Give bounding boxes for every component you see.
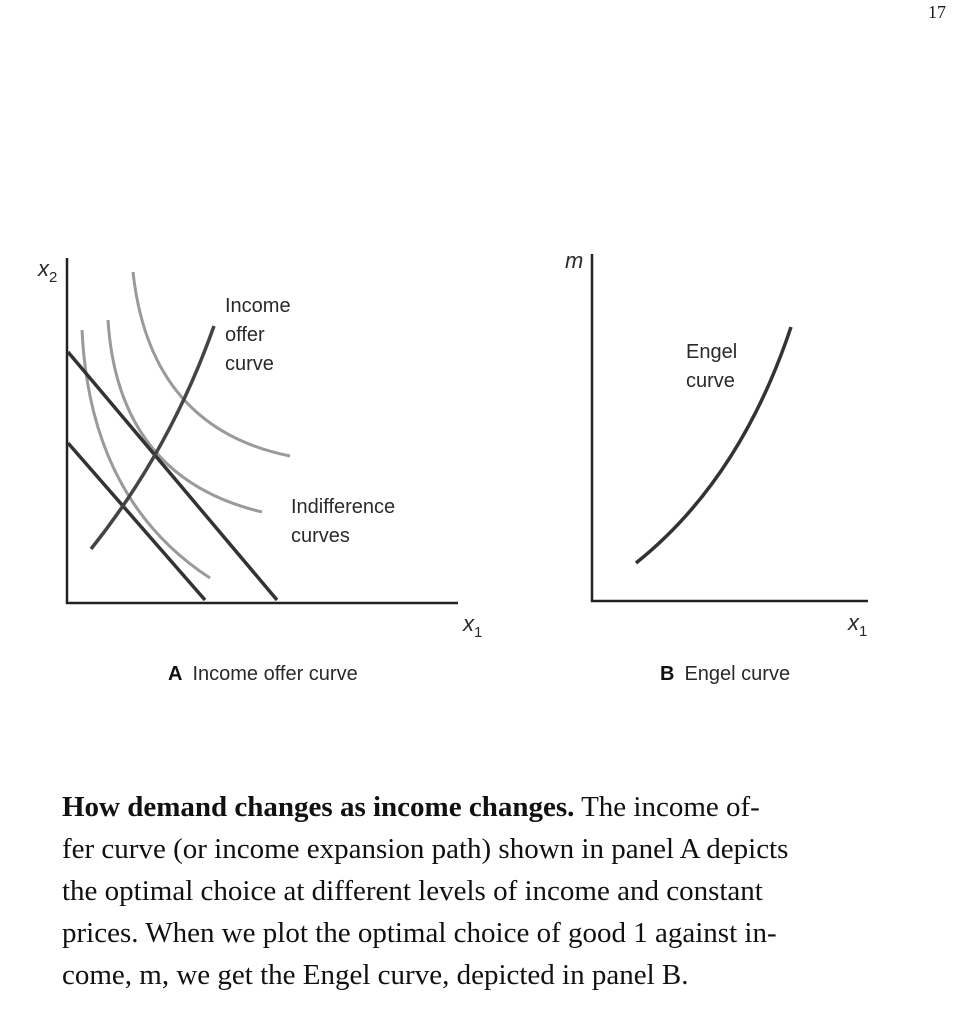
- indifference-curves-label: Indifference curves: [291, 496, 396, 547]
- caption-line-4: prices. When we plot the optimal choice of good 1 against in-: [62, 917, 777, 949]
- figure-caption: [62, 786, 872, 996]
- caption-line-2: fer curve (or income expansion path) shown in panel A depicts: [62, 833, 789, 865]
- caption-line-1: [62, 786, 872, 828]
- panel-a-caption: A Income offer curve: [168, 663, 358, 685]
- budget-line-1: [68, 443, 205, 600]
- panel-a-x-axis-label: $x_1$: [463, 611, 483, 641]
- indifference-curve-1: [82, 330, 210, 578]
- caption-title: How demand changes as income changes.: [62, 791, 575, 823]
- panel-b-y-axis-label: m: [565, 248, 584, 273]
- caption-line-3: the optimal choice at different levels of income and constant: [62, 875, 763, 907]
- panel-b-x-axis-label: $x_1$: [848, 610, 868, 640]
- page-number: 17: [928, 2, 946, 22]
- income-offer-curve-label: Income offer curve: [225, 295, 291, 375]
- caption-line-1-text: The income of-: [574, 791, 760, 823]
- panel-b-caption: B Engel curve: [660, 663, 791, 685]
- engel-curve-label: Engel curve: [686, 341, 738, 392]
- panel-b: [565, 248, 868, 685]
- caption-line-5: come, m, we get the Engel curve, depicted in panel B.: [62, 959, 689, 991]
- indifference-curve-2: [108, 320, 262, 512]
- panel-a-y-axis-label: $x_2$: [38, 256, 58, 286]
- income-offer-curve: [91, 326, 214, 549]
- panel-a: [37, 256, 482, 685]
